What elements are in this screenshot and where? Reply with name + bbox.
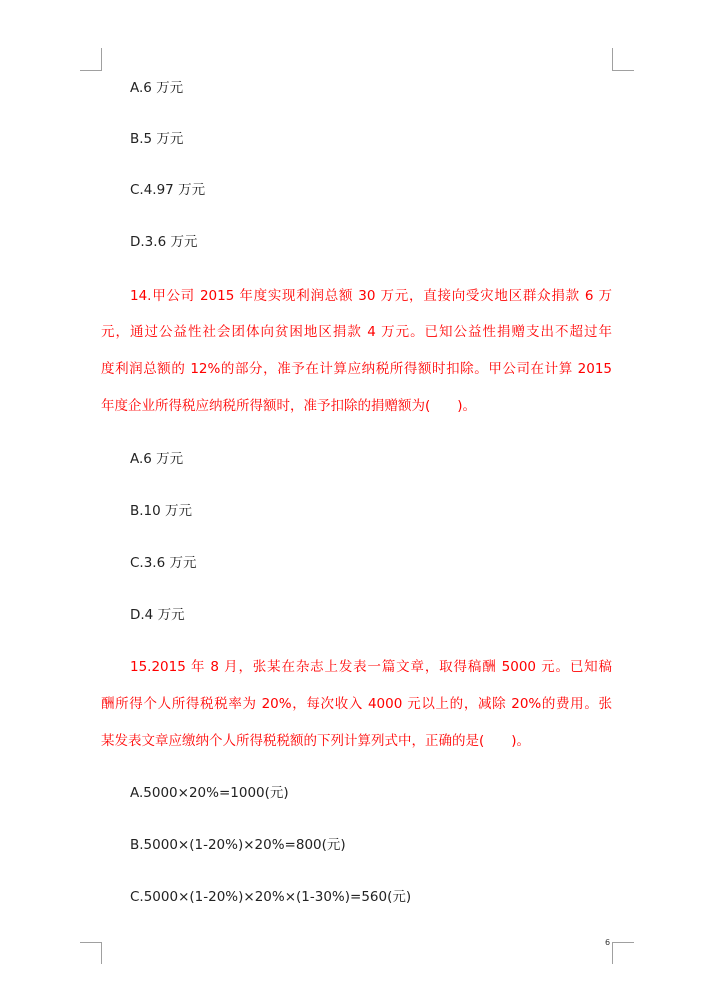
option-d: D.3.6 万元 xyxy=(130,234,198,250)
option-c: C.3.6 万元 xyxy=(130,555,197,571)
corner-mark xyxy=(612,48,613,70)
question-15-line: 某发表文章应缴纳个人所得税税额的下列计算列式中，正确的是( )。 xyxy=(101,733,531,749)
question-14-line: 14.甲公司 2015 年度实现利润总额 30 万元，直接向受灾地区群众捐款 6 万 xyxy=(130,288,612,304)
corner-mark xyxy=(80,70,102,71)
option-b: B.5000×(1-20%)×20%=800(元) xyxy=(130,837,346,853)
corner-mark xyxy=(612,70,634,71)
question-15-line: 酬所得个人所得税税率为 20%，每次收入 4000 元以上的，减除 20%的费用。张 xyxy=(101,696,612,712)
question-14-line: 度利润总额的 12%的部分，准予在计算应纳税所得额时扣除。甲公司在计算 2015 xyxy=(101,361,612,377)
corner-mark xyxy=(612,942,634,943)
corner-mark xyxy=(101,942,102,964)
page-number: 6 xyxy=(605,938,611,947)
option-c: C.4.97 万元 xyxy=(130,182,206,198)
option-a: A.6 万元 xyxy=(130,80,184,96)
option-a: A.5000×20%=1000(元) xyxy=(130,785,289,801)
question-15-line: 15.2015 年 8 月，张某在杂志上发表一篇文章，取得稿酬 5000 元。已知稿 xyxy=(130,659,612,675)
question-14-line: 年度企业所得税应纳税所得额时，准予扣除的捐赠额为( )。 xyxy=(101,398,477,414)
corner-mark xyxy=(612,942,613,964)
question-14-line: 元，通过公益性社会团体向贫困地区捐款 4 万元。已知公益性捐赠支出不超过年 xyxy=(101,324,612,340)
corner-mark xyxy=(80,942,102,943)
option-b: B.10 万元 xyxy=(130,503,193,519)
option-d: D.4 万元 xyxy=(130,607,185,623)
option-a: A.6 万元 xyxy=(130,451,184,467)
corner-mark xyxy=(101,48,102,70)
option-b: B.5 万元 xyxy=(130,131,184,147)
option-c: C.5000×(1-20%)×20%×(1-30%)=560(元) xyxy=(130,889,412,905)
